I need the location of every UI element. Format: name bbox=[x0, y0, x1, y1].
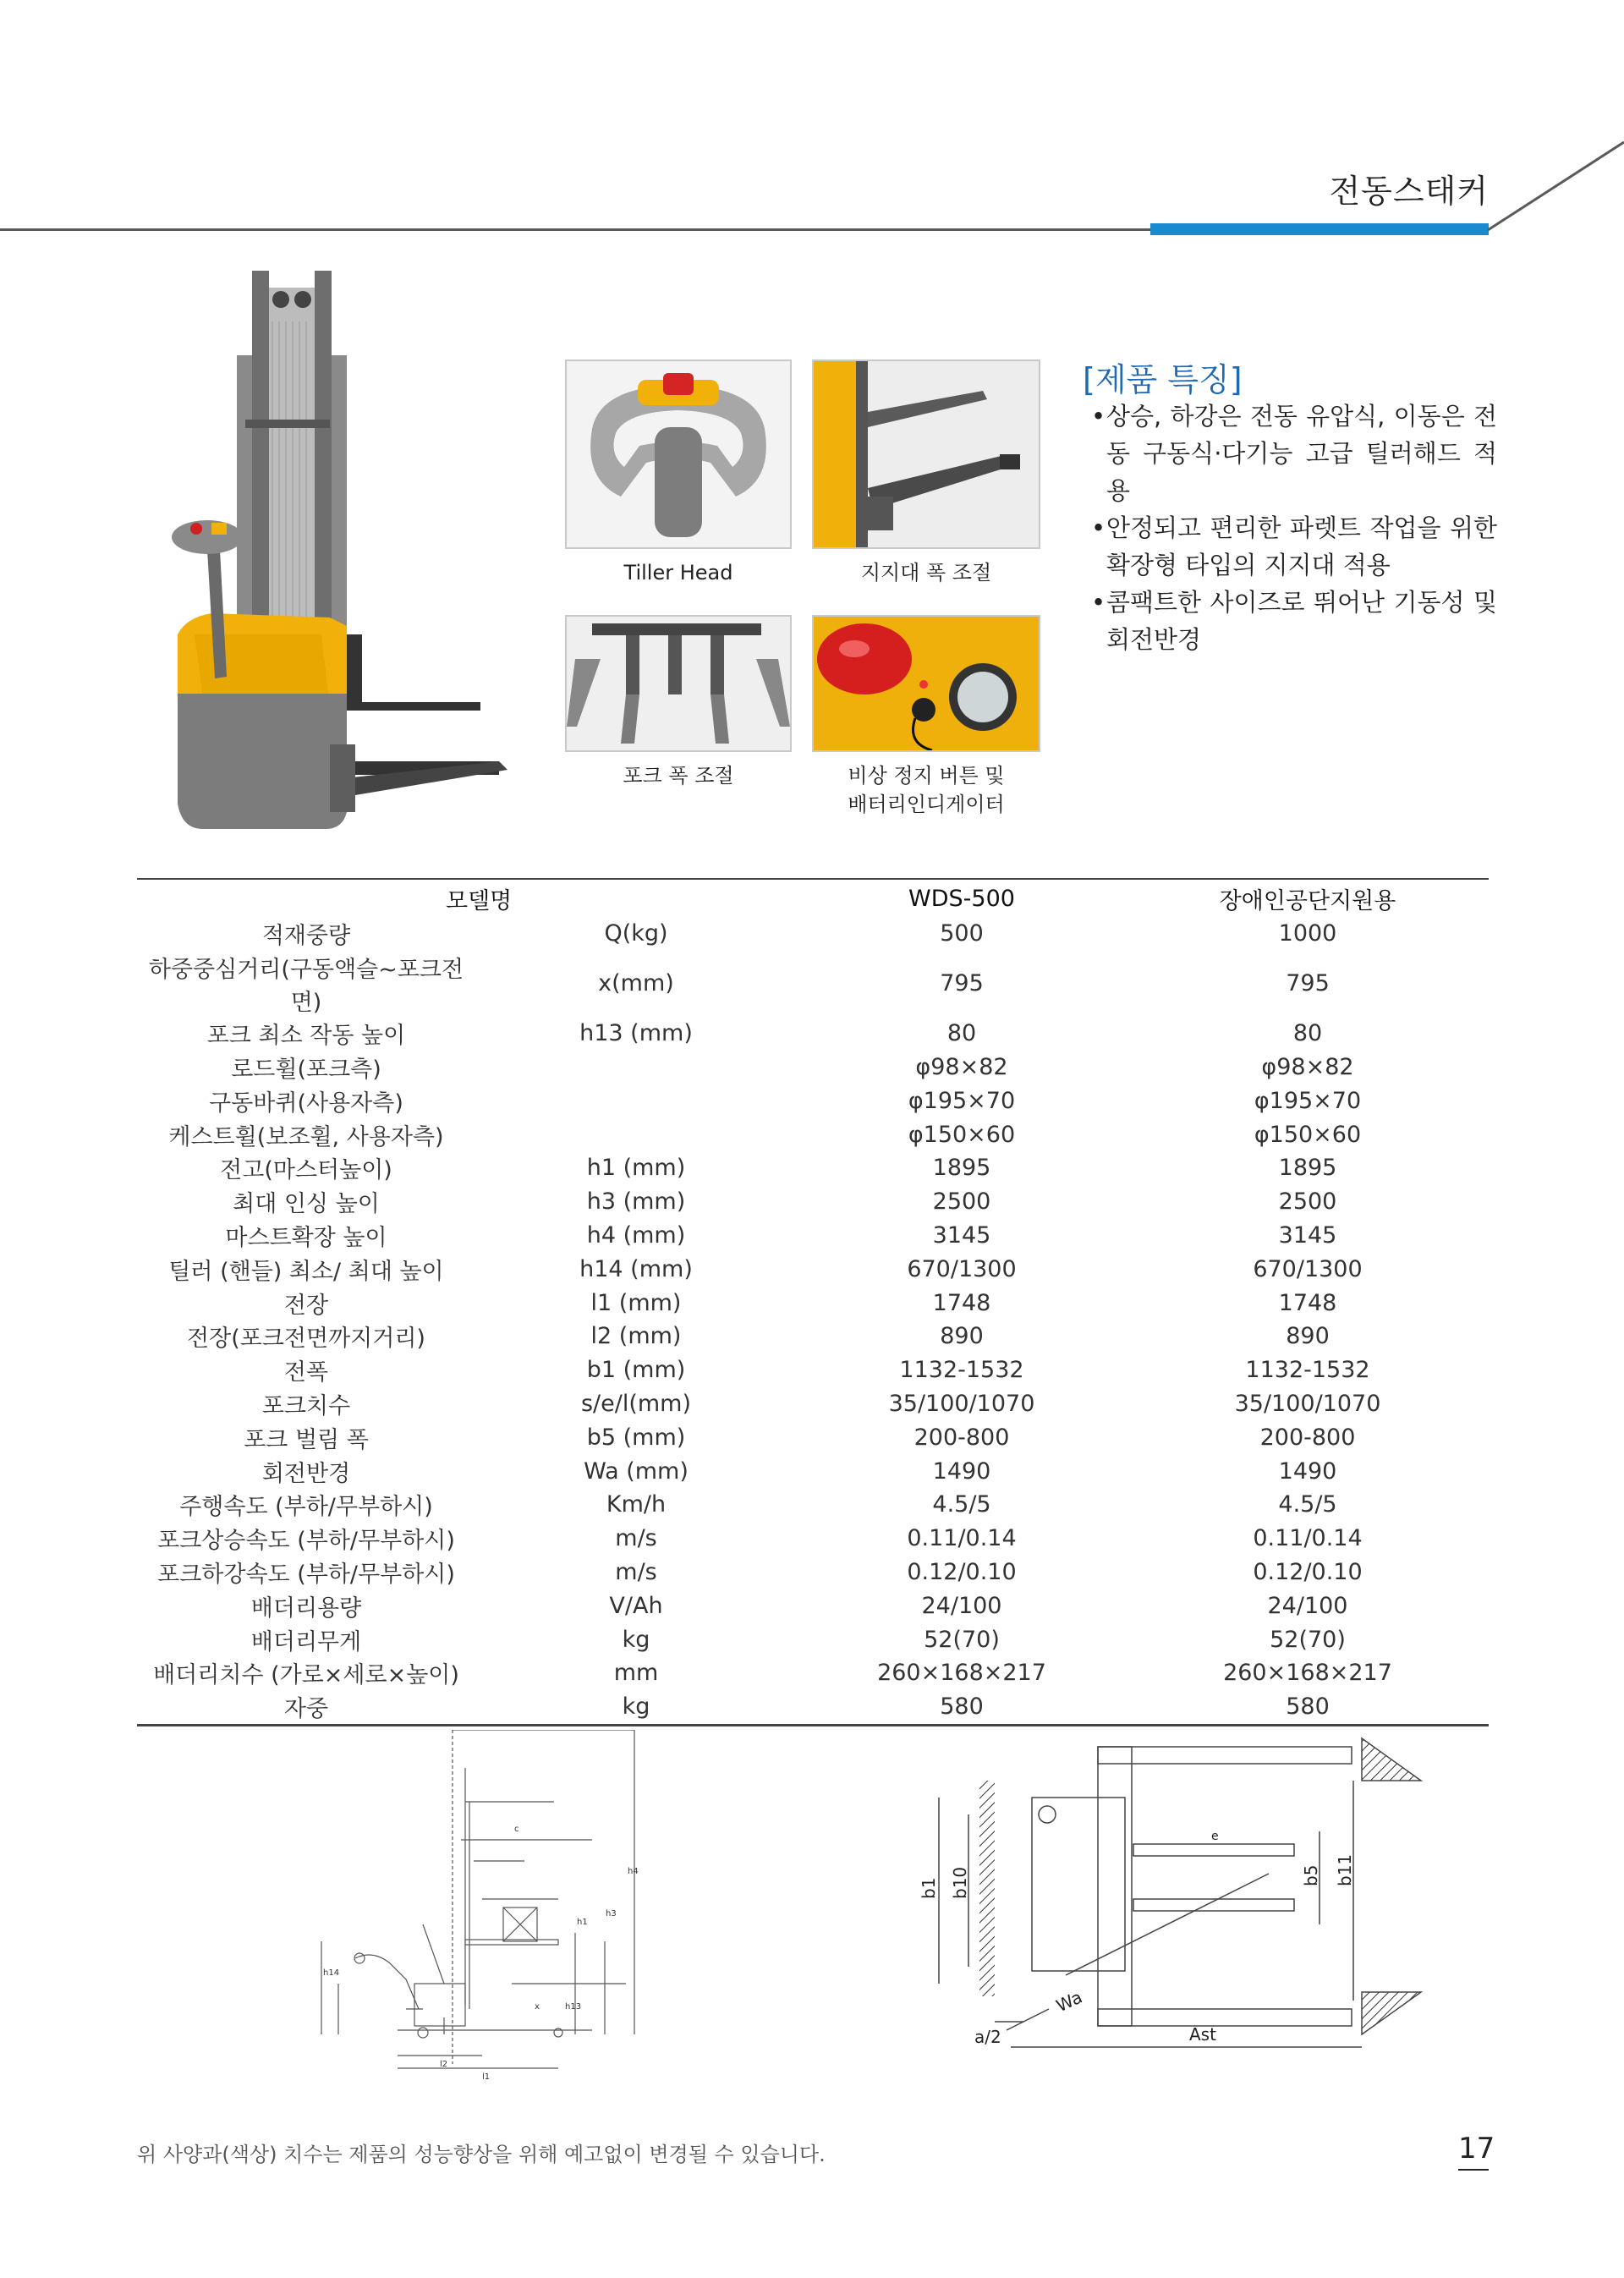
tiller-head-caption: Tiller Head bbox=[623, 561, 733, 585]
label-b5: b5 bbox=[1301, 1864, 1321, 1886]
spec-value-support: 2500 bbox=[1278, 1188, 1337, 1216]
spec-row bbox=[137, 917, 1489, 951]
spec-value-wds500: 890 bbox=[940, 1323, 984, 1350]
spec-value-support: φ150×60 bbox=[1254, 1121, 1362, 1148]
spec-unit: kg bbox=[622, 1626, 650, 1653]
spec-item: 포크 최소 작동 높이 bbox=[206, 1023, 406, 1050]
spec-unit: V/Ah bbox=[609, 1592, 663, 1619]
spec-unit: m/s bbox=[615, 1525, 657, 1552]
page-number-underline bbox=[1458, 2169, 1489, 2171]
spec-item: 배더리무게 bbox=[250, 1628, 362, 1655]
spec-row bbox=[137, 1387, 1489, 1421]
label-b10: b10 bbox=[950, 1866, 970, 1899]
label-h4: h4 bbox=[628, 1867, 639, 1876]
fork-width-caption: 포크 폭 조절 bbox=[623, 764, 734, 788]
spec-unit: h4 (mm) bbox=[586, 1221, 686, 1249]
spec-value-support: 35/100/1070 bbox=[1234, 1390, 1381, 1417]
support-leg-photo bbox=[812, 360, 1040, 549]
tiller-head-image bbox=[567, 361, 790, 547]
features-title: [제품 특징] bbox=[1083, 361, 1243, 398]
spec-unit: x(mm) bbox=[598, 970, 674, 997]
spec-item: 포크하강속도 (부하/무부하시) bbox=[157, 1561, 455, 1588]
spec-value-support: φ195×70 bbox=[1254, 1087, 1362, 1114]
feature-item: • 콤팩트한 사이즈로 뛰어난 기동성 및 회전반경 bbox=[1091, 584, 1497, 658]
spec-value-support: 1132-1532 bbox=[1245, 1357, 1370, 1384]
spec-unit: mm bbox=[613, 1660, 659, 1687]
spec-item: 전고(마스터높이) bbox=[220, 1157, 392, 1184]
spec-value-wds500: 24/100 bbox=[921, 1592, 1002, 1619]
spec-row bbox=[137, 1219, 1489, 1253]
label-h14: h14 bbox=[323, 1968, 340, 1978]
spec-unit bbox=[475, 1051, 797, 1084]
spec-unit: Q(kg) bbox=[604, 920, 668, 947]
spec-value-wds500: φ98×82 bbox=[915, 1053, 1008, 1080]
label-a2: a/2 bbox=[974, 2027, 1001, 2047]
footer-note: 위 사양과(색상) 치수는 제품의 성능향상을 위해 예고없이 변경될 수 있습니다. bbox=[137, 2143, 826, 2166]
spec-unit bbox=[475, 1084, 797, 1117]
spec-value-support: 24/100 bbox=[1267, 1592, 1348, 1619]
spec-item: 로드휠(포크측) bbox=[231, 1056, 381, 1083]
spec-unit: s/e/l(mm) bbox=[580, 1390, 692, 1417]
spec-value-wds500: 1490 bbox=[932, 1457, 991, 1485]
spec-value-wds500: 35/100/1070 bbox=[888, 1390, 1035, 1417]
label-h1: h1 bbox=[577, 1918, 588, 1927]
spec-value-wds500: 670/1300 bbox=[907, 1255, 1017, 1282]
spec-item: 틸러 (핸들) 최소/ 최대 높이 bbox=[168, 1258, 444, 1285]
spec-item: 마스트확장 높이 bbox=[225, 1224, 387, 1251]
spec-row bbox=[137, 1656, 1489, 1690]
spec-value-wds500: 580 bbox=[797, 1690, 1127, 1725]
support-leg-image bbox=[814, 361, 1039, 547]
stacker-product-image bbox=[127, 271, 516, 846]
spec-unit: h13 (mm) bbox=[579, 1020, 693, 1047]
label-wa: Wa bbox=[1053, 1986, 1086, 2017]
spec-item: 포크 벌림 폭 bbox=[244, 1426, 369, 1453]
label-l1: l1 bbox=[482, 2072, 491, 2082]
spec-value-support: 80 bbox=[1292, 1020, 1323, 1047]
side-view-diagram bbox=[313, 1730, 643, 2085]
spec-row bbox=[137, 1522, 1489, 1556]
support-leg-caption: 지지대 폭 조절 bbox=[860, 561, 992, 585]
spec-value-wds500: 80 bbox=[946, 1020, 977, 1047]
spec-row bbox=[137, 1320, 1489, 1353]
spec-row bbox=[137, 1252, 1489, 1286]
spec-value-wds500: 52(70) bbox=[924, 1626, 1000, 1653]
page-number: 17 bbox=[1458, 2132, 1495, 2165]
label-e: e bbox=[1211, 1830, 1219, 1843]
spec-value-wds500: 2500 bbox=[932, 1188, 991, 1216]
section-title: 전동스태커 bbox=[1329, 173, 1489, 210]
spec-row bbox=[137, 1117, 1489, 1151]
spec-value-support: 1490 bbox=[1278, 1457, 1337, 1485]
header-disabled-support: 장애인공단지원용 bbox=[1127, 879, 1489, 917]
spec-value-support: 580 bbox=[1127, 1690, 1489, 1725]
spec-table bbox=[137, 878, 1489, 1726]
spec-unit: l2 (mm) bbox=[590, 1323, 682, 1350]
emergency-stop-photo bbox=[812, 615, 1040, 752]
spec-item: 케스트휠(보조휠, 사용자측) bbox=[168, 1123, 444, 1150]
spec-value-support: 200-800 bbox=[1259, 1424, 1356, 1451]
fork-width-image bbox=[567, 617, 790, 750]
spec-value-wds500: 4.5/5 bbox=[932, 1491, 991, 1518]
spec-row bbox=[137, 1084, 1489, 1117]
spec-row bbox=[137, 1286, 1489, 1320]
feature-item: • 상승, 하강은 전동 유압식, 이동은 전동 구동식·다기능 고급 틸러해드 적용 bbox=[1091, 398, 1497, 509]
emergency-stop-caption bbox=[812, 761, 1040, 819]
spec-item: 자중 bbox=[137, 1690, 475, 1725]
spec-value-wds500: φ195×70 bbox=[908, 1087, 1016, 1114]
spec-unit: l1 (mm) bbox=[590, 1289, 682, 1316]
spec-value-support: 0.12/0.10 bbox=[1253, 1558, 1363, 1585]
label-b11: b11 bbox=[1335, 1853, 1355, 1886]
label-c: c bbox=[514, 1825, 519, 1834]
spec-row bbox=[137, 1051, 1489, 1084]
spec-value-support: 52(70) bbox=[1270, 1626, 1346, 1653]
spec-item: 주행속도 (부하/무부하시) bbox=[179, 1494, 433, 1521]
spec-item: 하중중심거리(구동액슬~포크전면) bbox=[148, 956, 464, 1016]
top-view-diagram bbox=[914, 1730, 1438, 2077]
spec-row bbox=[137, 951, 1489, 1017]
header-diagonal-line bbox=[1484, 135, 1624, 237]
spec-table-header bbox=[137, 879, 1489, 917]
spec-value-support: 890 bbox=[1286, 1323, 1330, 1350]
spec-table-body bbox=[137, 917, 1489, 1725]
spec-value-wds500: 260×168×217 bbox=[877, 1660, 1046, 1687]
spec-value-wds500: 1895 bbox=[932, 1155, 991, 1182]
spec-unit: b1 (mm) bbox=[586, 1357, 686, 1384]
spec-row bbox=[137, 1589, 1489, 1622]
features-list bbox=[1091, 398, 1497, 658]
spec-item: 전장 bbox=[283, 1292, 329, 1319]
spec-row bbox=[137, 1353, 1489, 1387]
spec-unit: h1 (mm) bbox=[586, 1155, 686, 1182]
spec-unit: Wa (mm) bbox=[584, 1457, 689, 1485]
spec-value-wds500: φ150×60 bbox=[908, 1121, 1016, 1148]
label-h13: h13 bbox=[565, 2002, 582, 2012]
spec-value-wds500: 200-800 bbox=[914, 1424, 1010, 1451]
spec-value-support: 3145 bbox=[1278, 1221, 1337, 1249]
fork-width-photo bbox=[565, 615, 792, 752]
label-h3: h3 bbox=[606, 1909, 617, 1918]
spec-value-support: 670/1300 bbox=[1253, 1255, 1363, 1282]
emergency-stop-caption-line1: 비상 정지 버튼 및 bbox=[848, 764, 1005, 788]
spec-value-wds500: 1748 bbox=[932, 1289, 991, 1316]
header-model: 모델명 bbox=[137, 879, 797, 917]
spec-item: 배더리용량 bbox=[250, 1595, 362, 1622]
spec-value-wds500: 1132-1532 bbox=[899, 1357, 1024, 1384]
spec-value-support: 1895 bbox=[1278, 1155, 1337, 1182]
spec-value-support: φ98×82 bbox=[1261, 1053, 1354, 1080]
spec-row bbox=[137, 1690, 1489, 1725]
spec-item: 포크상승속도 (부하/무부하시) bbox=[157, 1528, 455, 1555]
spec-row bbox=[137, 1420, 1489, 1454]
spec-row bbox=[137, 1454, 1489, 1488]
spec-value-support: 1748 bbox=[1278, 1289, 1337, 1316]
emergency-stop-image bbox=[814, 617, 1039, 750]
label-b1: b1 bbox=[919, 1877, 939, 1899]
spec-item: 배더리치수 (가로×세로×높이) bbox=[153, 1662, 459, 1689]
spec-value-wds500: 795 bbox=[940, 970, 984, 997]
spec-unit: h3 (mm) bbox=[586, 1188, 686, 1216]
header-wds500: WDS-500 bbox=[797, 879, 1127, 917]
spec-value-support: 795 bbox=[1286, 970, 1330, 997]
spec-item: 최대 인싱 높이 bbox=[233, 1191, 380, 1218]
header-accent-bar bbox=[1150, 223, 1489, 235]
spec-value-support: 0.11/0.14 bbox=[1253, 1525, 1363, 1552]
spec-item: 회전반경 bbox=[261, 1460, 351, 1487]
spec-item: 적재중량 bbox=[261, 923, 351, 950]
spec-value-wds500: 0.12/0.10 bbox=[907, 1558, 1017, 1585]
spec-item: 전장(포크전면까지거리) bbox=[187, 1326, 425, 1353]
tiller-head-photo bbox=[565, 360, 792, 549]
spec-unit: b5 (mm) bbox=[586, 1424, 686, 1451]
spec-unit: kg bbox=[475, 1690, 797, 1725]
spec-row bbox=[137, 1185, 1489, 1219]
feature-item: • 안정되고 편리한 파렛트 작업을 위한 확장형 타입의 지지대 적용 bbox=[1091, 509, 1497, 584]
spec-row bbox=[137, 1556, 1489, 1589]
spec-row bbox=[137, 1017, 1489, 1051]
spec-value-wds500: 3145 bbox=[932, 1221, 991, 1249]
spec-item: 전폭 bbox=[283, 1359, 329, 1386]
spec-item: 포크치수 bbox=[261, 1392, 351, 1419]
spec-unit: Km/h bbox=[606, 1491, 667, 1518]
spec-unit bbox=[475, 1117, 797, 1151]
spec-value-support: 1000 bbox=[1278, 920, 1337, 947]
spec-value-support: 260×168×217 bbox=[1223, 1660, 1392, 1687]
spec-row bbox=[137, 1488, 1489, 1522]
spec-value-support: 4.5/5 bbox=[1278, 1491, 1337, 1518]
spec-row bbox=[137, 1622, 1489, 1656]
spec-item: 구동바퀴(사용자측) bbox=[209, 1090, 403, 1117]
emergency-stop-caption-line2: 배터리인디게이터 bbox=[848, 793, 1005, 816]
label-l2: l2 bbox=[440, 2060, 448, 2069]
label-ast: Ast bbox=[1189, 2024, 1216, 2045]
spec-unit: h14 (mm) bbox=[579, 1255, 693, 1282]
spec-value-wds500: 500 bbox=[940, 920, 984, 947]
spec-unit: m/s bbox=[615, 1558, 657, 1585]
label-x: x bbox=[535, 2002, 540, 2012]
spec-value-wds500: 0.11/0.14 bbox=[907, 1525, 1017, 1552]
spec-row bbox=[137, 1151, 1489, 1185]
